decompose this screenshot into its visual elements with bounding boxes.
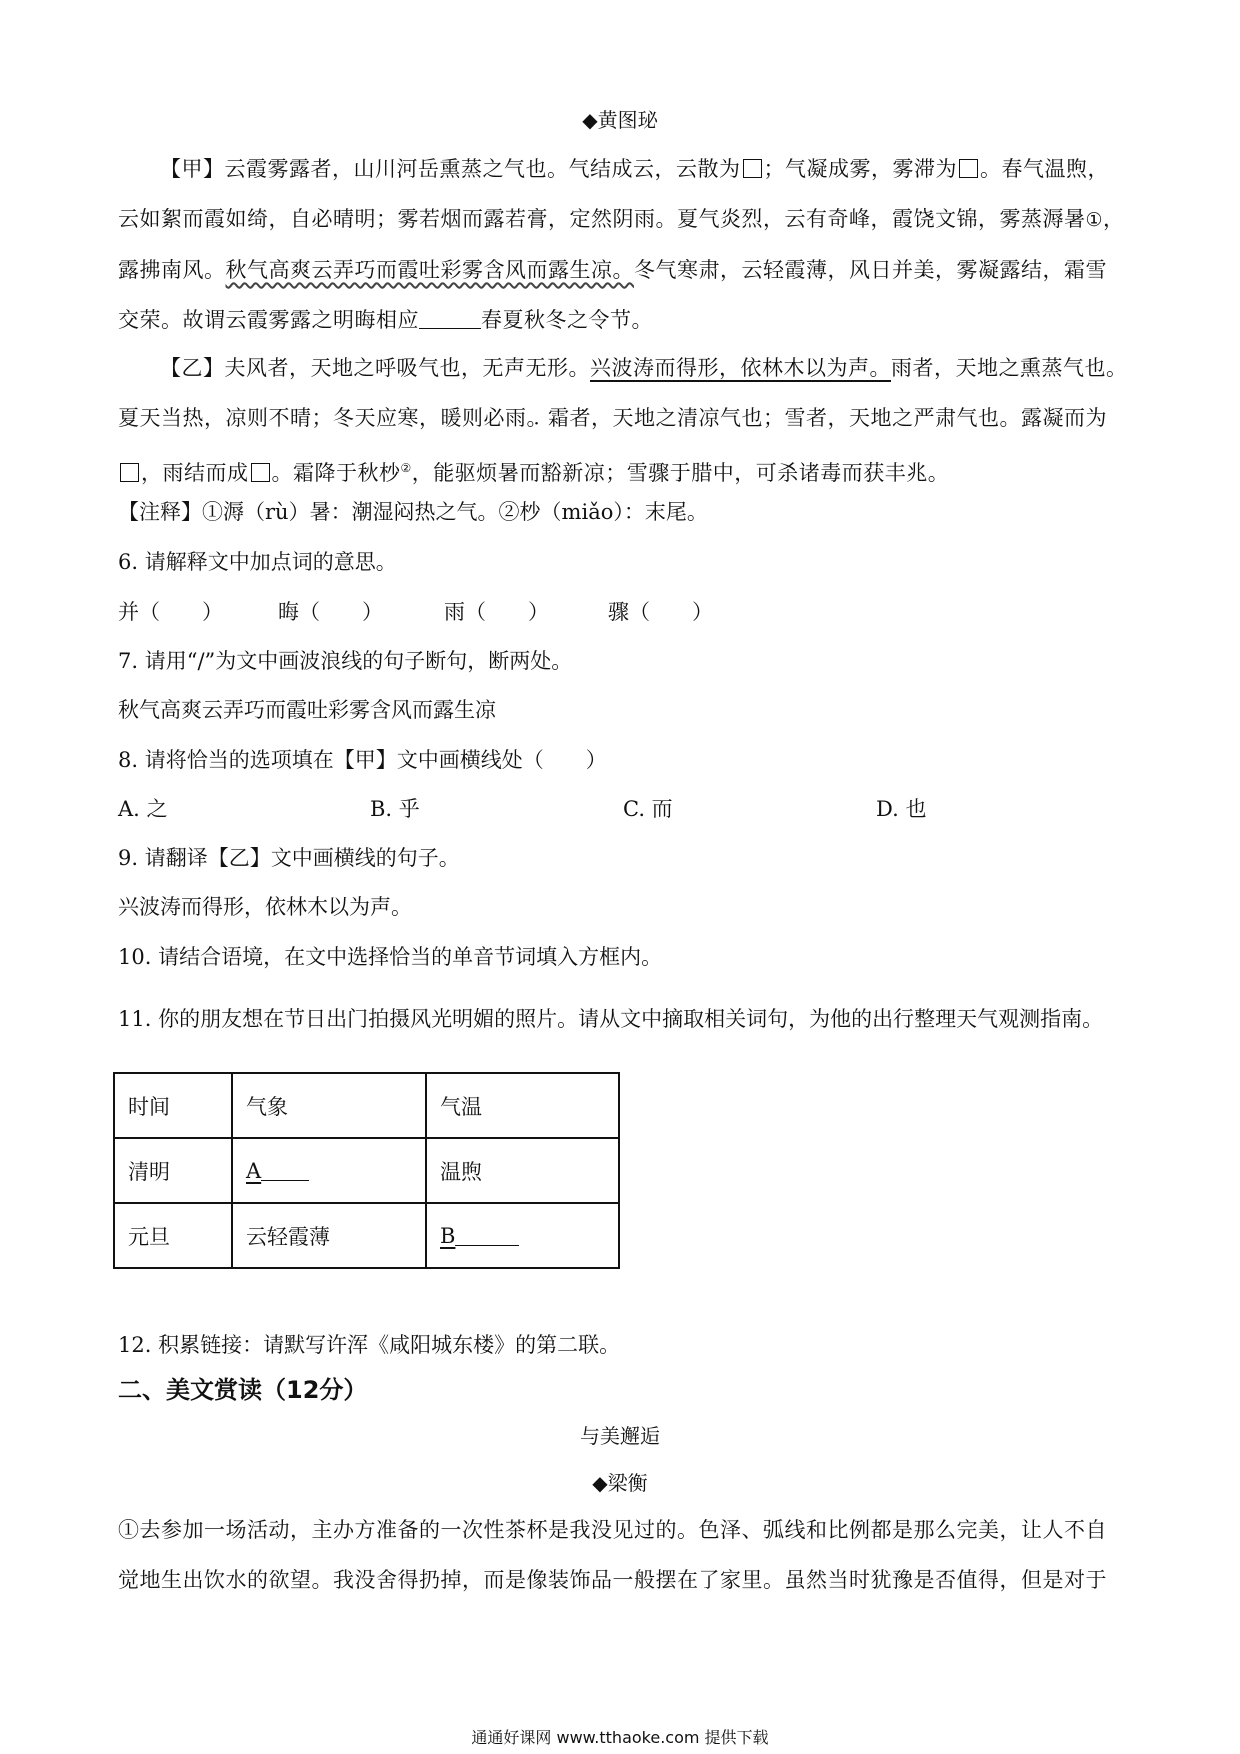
- yi-text-5: 。霜降于秋杪: [271, 461, 401, 485]
- question-7-sentence: 秋气高爽云弄巧而霞吐彩雾含风而露生凉: [118, 698, 496, 722]
- jia-text-4: ，露拂南风。: [118, 207, 1125, 282]
- jia-text-1: 【甲】云霞雾露者，山川河岳熏蒸之气也。气结成云，云散为: [160, 157, 741, 181]
- dotted-word-yu: 雨 ·: [505, 406, 527, 430]
- essay-paragraph-1: ①去参加一场活动，主办方准备的一次性茶杯是我没见过的。色泽、弧线和比例都是那么完美，让人不自觉地生出饮水的欲望。我没舍得扔掉，而是像装饰品一般摆在了家里。虽然当时犹豫是否值得，但是对于: [118, 1518, 1107, 1592]
- table-cell-time: 清明: [114, 1138, 232, 1203]
- blank-a-label: A: [246, 1158, 262, 1183]
- answer-box-4[interactable]: [251, 463, 270, 482]
- fill-blank-line[interactable]: [419, 306, 481, 329]
- dotted-word-zhou: 骤 ·: [648, 461, 670, 485]
- note-marker-2: ②: [400, 461, 412, 475]
- yi-text-4: ，雨结而成: [141, 461, 249, 485]
- yi-text-2: 雨者，天地之熏蒸气也。夏天当热，凉则不晴；冬天应寒，暖则必: [118, 356, 1128, 430]
- option-c[interactable]: C. 而: [623, 797, 673, 821]
- table-row-header: [114, 1073, 619, 1138]
- table-row: [114, 1138, 619, 1203]
- blank-a-line[interactable]: [261, 1160, 309, 1181]
- table-cell-temperature[interactable]: [426, 1203, 619, 1268]
- page-footer: 通通好课网 www.tthaoke.com 提供下载: [471, 1728, 769, 1747]
- question-6: 6. 请解释文中加点词的意思。: [118, 550, 397, 574]
- jia-text-8: 春夏秋冬之令节。: [481, 308, 653, 332]
- q6-item-yu[interactable]: 雨（ ）: [444, 600, 549, 624]
- question-8: 8. 请将恰当的选项填在【甲】文中画横线处（ ）: [118, 748, 607, 772]
- yi-text-7: 于腊中，可杀诸毒而获丰兆。: [669, 461, 950, 485]
- table-cell-time: 元旦: [114, 1203, 232, 1268]
- essay-author: ◆梁衡: [592, 1471, 648, 1495]
- question-7: 7. 请用“/”为文中画波浪线的句子断句，断两处。: [118, 649, 573, 673]
- dotted-word-bing: 并 ·: [892, 258, 914, 282]
- jia-text-5: 冬气寒肃，云轻霞薄，风日: [634, 258, 892, 282]
- option-b[interactable]: B. 乎: [370, 797, 420, 821]
- question-10: 10. 请结合语境，在文中选择恰当的单音节词填入方框内。: [118, 945, 663, 969]
- yi-text-6: ，能驱烦暑而豁新凉；雪: [411, 461, 649, 485]
- jia-text-7: 相应: [376, 308, 419, 332]
- jia-text-2: ；气凝成雾，雾滞为: [763, 157, 957, 181]
- table-header-temperature: 气温: [426, 1073, 619, 1138]
- jia-text-3: 。春气温煦，云如絮而霞如绮，自必晴明；雾若烟而露若膏，定然阴雨。夏气炎烈，云有奇峰，霞饶文锦，雾蒸溽暑: [118, 157, 1109, 231]
- table-row: [114, 1203, 619, 1268]
- q6-item-hui[interactable]: 晦（ ）: [278, 600, 383, 624]
- table-cell-temperature: 温煦: [426, 1138, 619, 1203]
- option-d[interactable]: D. 也: [876, 797, 927, 821]
- yi-text-3: 。霜者，天地之清凉气也；雪者，天地之严肃气也。露凝而为: [526, 406, 1107, 430]
- passage-author: ◆黄图珌: [582, 108, 658, 132]
- wavy-sentence: 秋气高爽云弄巧而霞吐彩雾含风而露生凉。: [225, 258, 634, 282]
- table-cell-weather[interactable]: [232, 1138, 426, 1203]
- dotted-word-hui: 晦 ·: [355, 308, 377, 332]
- question-12: 12. 积累链接：请默写许浑《咸阳城东楼》的第二联。: [118, 1333, 621, 1357]
- yi-text-1: 【乙】夫风者，天地之呼吸气也，无声无形。: [160, 356, 590, 380]
- note-marker-1: ①: [1085, 209, 1104, 231]
- passage-jia: [118, 144, 1128, 345]
- question-11: 11. 你的朋友想在节日出门拍摄风光明媚的照片。请从文中摘取相关词句，为他的出行整理天气观测指南。: [118, 1007, 1104, 1031]
- section-heading: 二、美文赏读（12分）: [118, 1376, 368, 1404]
- essay-title: 与美邂逅: [580, 1424, 660, 1448]
- question-9-sentence: 兴波涛而得形，依林木以为声。: [118, 895, 412, 919]
- answer-box-3[interactable]: [120, 463, 139, 482]
- table-header-weather: 气象: [232, 1073, 426, 1138]
- table-header-time: 时间: [114, 1073, 232, 1138]
- jia-text-6: 美，雾凝露结，霜雪交荣。故谓云霞雾露之明: [118, 258, 1107, 332]
- annotation-notes: 【注释】①溽（rù）暑：潮湿闷热之气。②杪（miǎo）：末尾。: [118, 500, 708, 524]
- question-9: 9. 请翻译【乙】文中画横线的句子。: [118, 846, 460, 870]
- q6-item-zhou[interactable]: 骤（ ）: [608, 600, 713, 624]
- q6-item-bing[interactable]: 并（ ）: [118, 600, 223, 624]
- answer-box-2[interactable]: [959, 159, 978, 178]
- answer-box-1[interactable]: [743, 159, 762, 178]
- option-a[interactable]: A. 之: [118, 797, 168, 821]
- weather-guide-table: [113, 1072, 620, 1269]
- blank-b-label: B: [440, 1223, 456, 1248]
- table-cell-weather: 云轻霞薄: [232, 1203, 426, 1268]
- blank-b-line[interactable]: [455, 1225, 519, 1246]
- passage-yi: [118, 343, 1128, 498]
- underlined-sentence: 兴波涛而得形，依林木以为声。: [590, 356, 891, 380]
